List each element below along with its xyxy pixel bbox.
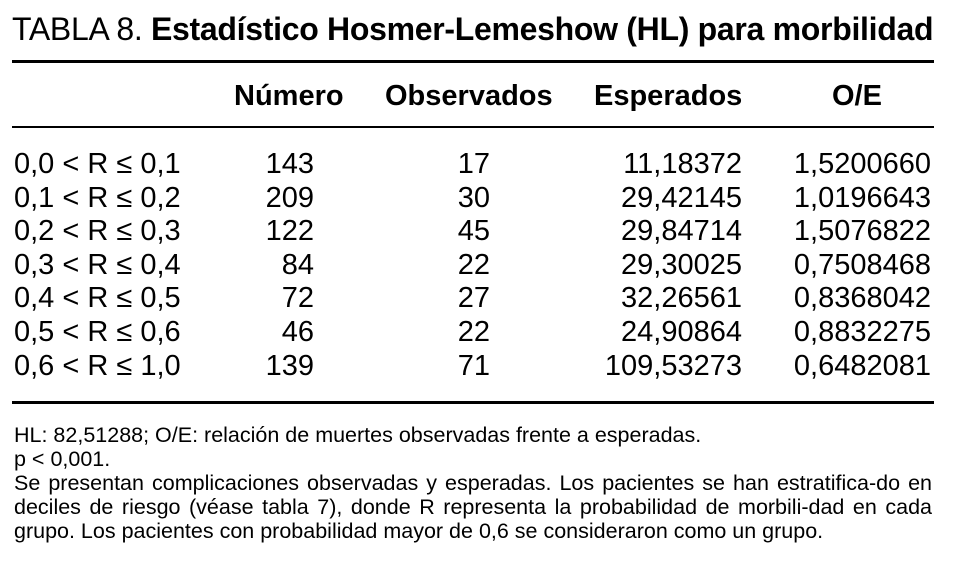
cell-range: 0,5 < R ≤ 0,6	[14, 315, 181, 348]
table-label: TABLA 8.	[12, 11, 143, 47]
cell-range: 0,3 < R ≤ 0,4	[14, 248, 181, 281]
table-title	[12, 8, 934, 50]
header-observados: Observados	[385, 80, 553, 112]
table-row	[12, 316, 934, 350]
cell-numero: 122	[265, 215, 314, 248]
top-rule	[12, 60, 934, 63]
cell-numero: 209	[265, 181, 314, 214]
cell-esperados: 29,42145	[621, 181, 742, 214]
table-row	[12, 249, 934, 283]
cell-range: 0,4 < R ≤ 0,5	[14, 282, 181, 315]
cell-observados: 45	[457, 215, 490, 248]
cell-observados: 71	[457, 349, 490, 382]
header-oe: O/E	[832, 80, 882, 112]
cell-numero: 72	[281, 282, 314, 315]
header-numero: Número	[234, 80, 344, 112]
cell-esperados: 32,26561	[621, 282, 742, 315]
cell-observados: 22	[457, 248, 490, 281]
table-row	[12, 215, 934, 249]
cell-numero: 143	[265, 148, 314, 180]
cell-oe: 0,8368042	[793, 282, 931, 315]
cell-oe: 1,5076822	[793, 215, 931, 248]
table-row	[12, 282, 934, 316]
cell-esperados: 29,30025	[621, 248, 742, 281]
footnote-p-value: p < 0,001.	[14, 447, 111, 471]
cell-range: 0,6 < R ≤ 1,0	[14, 349, 181, 382]
header-esperados: Esperados	[594, 80, 743, 112]
footnote-hl: HL: 82,51288; O/E: relación de muertes observadas frente a esperadas.	[14, 423, 702, 447]
bottom-rule	[12, 401, 934, 404]
header-rule	[12, 126, 934, 128]
cell-esperados: 29,84714	[621, 215, 742, 248]
cell-observados: 22	[457, 315, 490, 348]
cell-esperados: 24,90864	[621, 315, 742, 348]
table-footnotes	[14, 423, 932, 543]
cell-range: 0,1 < R ≤ 0,2	[14, 181, 181, 214]
cell-range: 0,2 < R ≤ 0,3	[14, 215, 181, 248]
cell-numero: 139	[265, 349, 314, 382]
cell-esperados: 11,18372	[623, 148, 742, 180]
cell-oe: 0,8832275	[793, 315, 931, 348]
cell-numero: 84	[281, 248, 314, 281]
cell-observados: 30	[457, 181, 490, 214]
cell-numero: 46	[281, 315, 314, 348]
footnote-description: Se presentan complicaciones observadas y esperadas. Los pacientes se han estratifica-do en deciles de riesgo (véase tabla 7), donde R representa la probabilidad de morbili-dad en cada grupo. Los pacientes con probabilidad mayor de 0,6 se consideraron como un grupo.	[14, 471, 932, 543]
cell-oe: 1,5200660	[793, 148, 931, 180]
table-row	[12, 148, 934, 182]
table-row	[12, 350, 934, 384]
cell-oe: 1,0196643	[793, 181, 931, 214]
table-body	[12, 148, 934, 383]
table-row	[12, 182, 934, 216]
table-title-text: Estadístico Hosmer-Lemeshow (HL) para morbilidad	[151, 11, 934, 47]
cell-range: 0,0 < R ≤ 0,1	[14, 148, 181, 180]
cell-oe: 0,7508468	[793, 248, 931, 281]
cell-oe: 0,6482081	[793, 349, 931, 382]
cell-observados: 17	[457, 148, 490, 180]
cell-esperados: 109,53273	[604, 349, 742, 382]
cell-observados: 27	[457, 282, 490, 315]
table-header-row	[12, 80, 934, 116]
table-figure	[12, 8, 934, 543]
